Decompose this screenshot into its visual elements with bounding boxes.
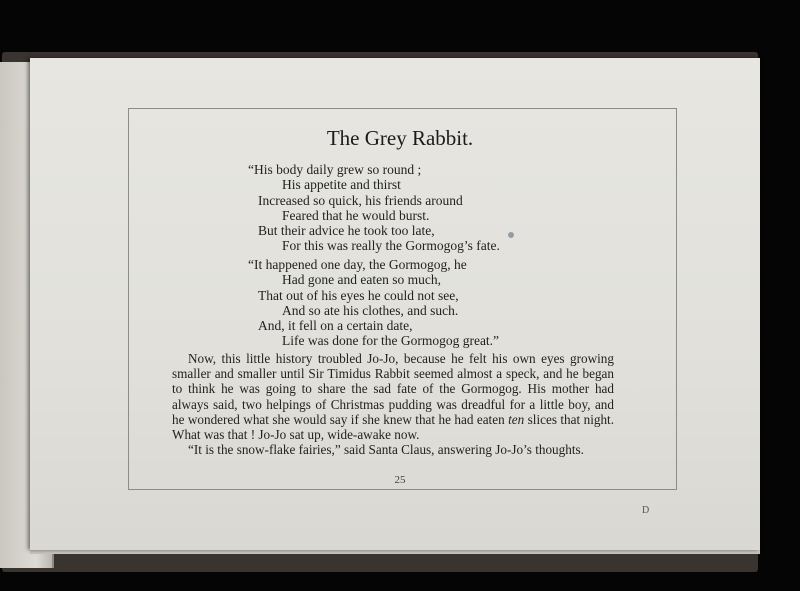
page-number: 25 [394, 474, 406, 486]
signature-mark: D [642, 505, 650, 516]
ink-smudge [508, 232, 514, 238]
prose-text: slices that night. What was that ! Jo-Jo sat up, wide-awake now. [172, 411, 615, 443]
verse-line: And so ate his clothes, and such. [282, 302, 459, 318]
emphasis-text: ten [508, 411, 525, 427]
verse-stanza-2 [248, 257, 499, 349]
verse-line: Had gone and eaten so much, [282, 272, 441, 288]
verse-line: “It happened one day, the Gormogog, he [248, 257, 467, 272]
verse-line: But their advice he took too late, [258, 223, 435, 239]
verse-line: Life was done for the Gormogog great.” [282, 333, 500, 349]
verse-line: “His body daily grew so round ; [248, 162, 422, 177]
prose-text: Now, this little history troubled Jo-Jo, because he felt his own eyes growing smaller and smaller until Sir Timidus Rabbit seemed almost a speck, and he began to think he was going to share the sad fate of the Gormogog. His mother had always said, two helpings of Christmas pudding was dreadful for a little boy, and he wondered what she would say if she knew that he had eaten [172, 351, 614, 427]
verse-line: Increased so quick, his friends around [258, 192, 463, 208]
verse-line: That out of his eyes he could not see, [258, 287, 459, 303]
verse-stanza-1 [248, 162, 500, 254]
verse-line: And, it fell on a certain date, [258, 318, 413, 334]
verse-line: For this was really the Gormogog’s fate. [282, 238, 500, 254]
prose-paragraph [172, 351, 614, 442]
page-title: The Grey Rabbit. [326, 126, 474, 150]
verse-line: His appetite and thirst [282, 177, 401, 193]
prose-paragraph: “It is the snow-flake fairies,” said Santa Claus, answering Jo-Jo’s thoughts. [188, 442, 584, 458]
prose-body [172, 351, 614, 457]
verse-line: Feared that he would burst. [282, 207, 430, 223]
